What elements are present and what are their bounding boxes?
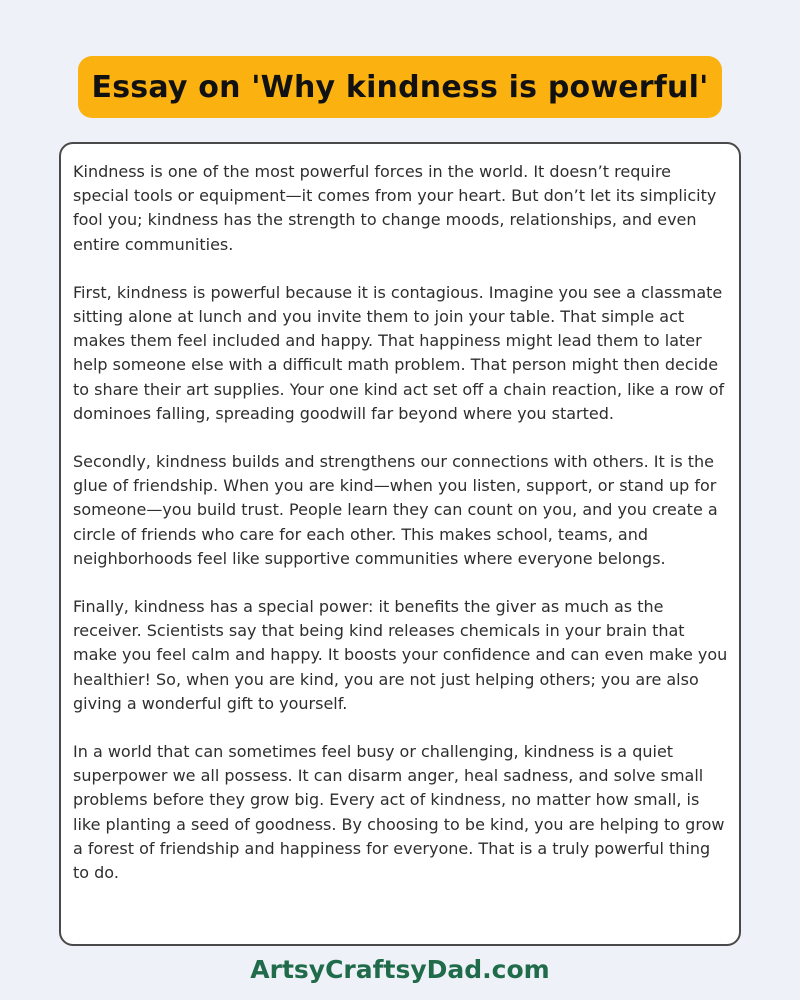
- page-title: Essay on 'Why kindness is powerful': [91, 69, 709, 105]
- essay-paragraph-benefits-giver: Finally, kindness has a special power: it benefits the giver as much as the receiver. Scientists say that being kind releases chemicals in your brain that make you feel calm and happy. It boosts your confidence and can even make you healthier! So, when you are kind, you are not just helping others; you are also giving a wonderful gift to yourself.: [73, 597, 728, 713]
- title-banner: [78, 56, 722, 118]
- site-url-footer: ArtsyCraftsyDad.com: [250, 955, 550, 984]
- essay-paragraph-conclusion: In a world that can sometimes feel busy or challenging, kindness is a quiet superpower we all possess. It can disarm anger, heal sadness, and solve small problems before they grow big. Every act of kindness, no matter how small, is like planting a seed of goodness. By choosing to be kind, you are helping to grow a forest of friendship and happiness for everyone. That is a truly powerful thing to do.: [73, 742, 725, 883]
- essay-paragraph-connections: Secondly, kindness builds and strengthens our connections with others. It is the glue of friendship. When you are kind—when you listen, support, or stand up for someone—you build trust. People learn they can count on you, and you create a circle of friends who care for each other. This makes school, teams, and neighborhoods feel like supportive communities where everyone belongs.: [73, 452, 718, 568]
- essay-card: [59, 142, 741, 946]
- essay-paragraph-intro: Kindness is one of the most powerful forces in the world. It doesn’t require special tools or equipment—it comes from your heart. But don’t let its simplicity fool you; kindness has the strength to change moods, relationships, and even entire communities.: [73, 162, 717, 254]
- essay-paragraph-contagious: First, kindness is powerful because it is contagious. Imagine you see a classmate sitting alone at lunch and you invite them to join your table. That simple act makes them feel included and happy. That happiness might lead them to later help someone else with a difficult math problem. That person might then decide to share their art supplies. Your one kind act set off a chain reaction, like a row of dominoes falling, spreading goodwill far beyond where you started.: [73, 282, 725, 423]
